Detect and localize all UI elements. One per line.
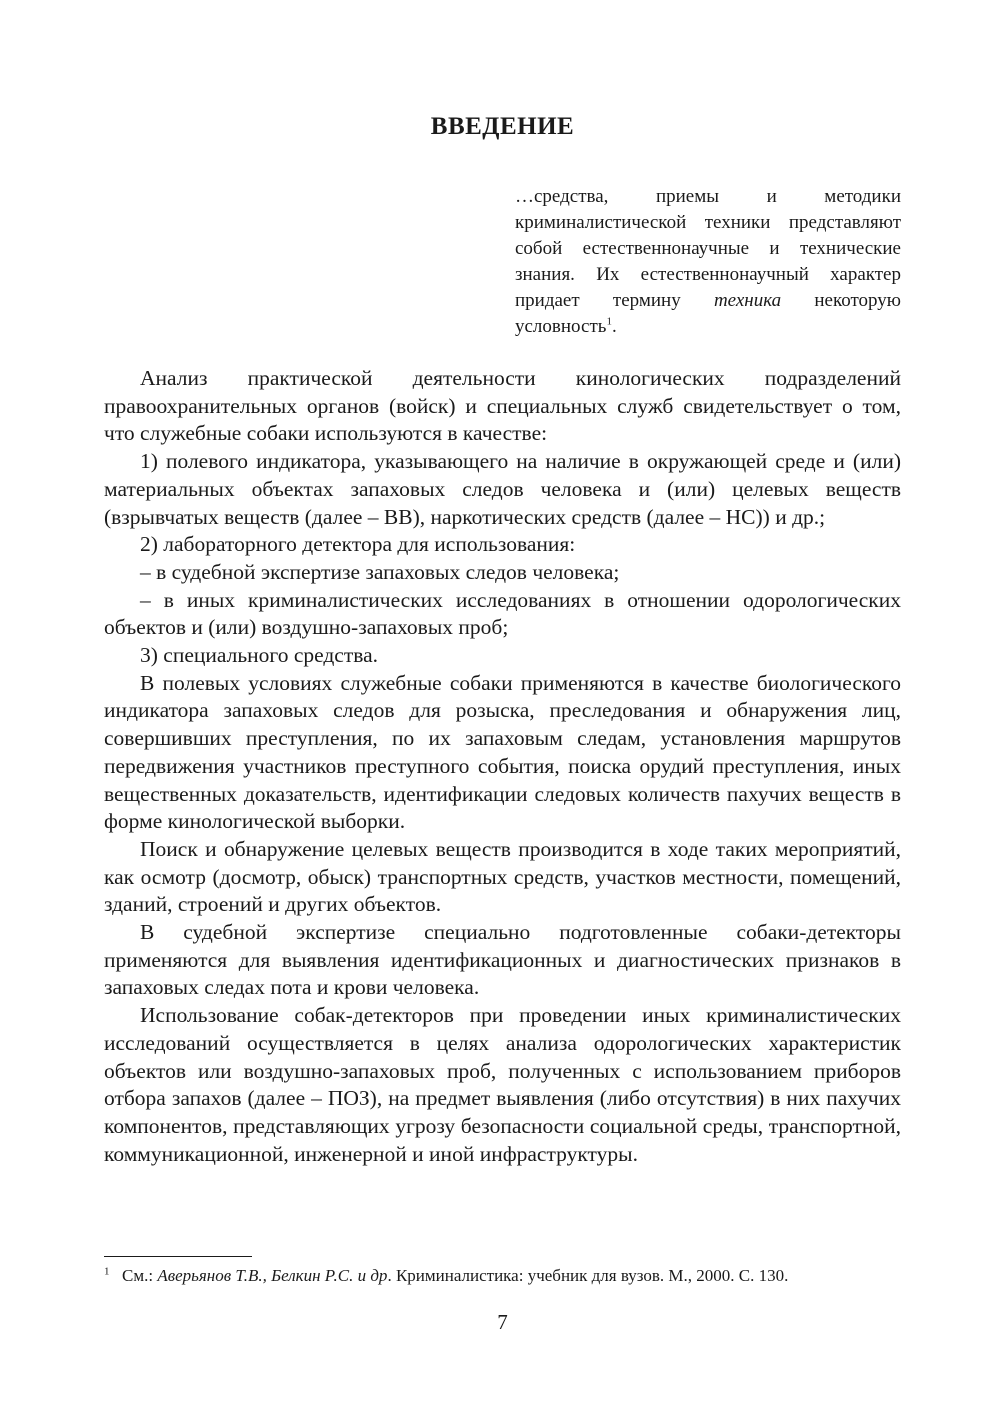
paragraph: Анализ практической деятельности кинологических подразделений правоохранительных органов (войск) и специальных служб свидетельствует о том, что служебные собаки используются в качестве:: [104, 366, 901, 446]
footnote-divider: [104, 1256, 252, 1257]
chapter-title: ВВЕДЕНИЕ: [430, 113, 575, 140]
footnote: [104, 1265, 901, 1287]
epigraph-text: …средства, приемы и методики криминалистической техники представляют собой естественнонаучные и технические знания. Их естественнонаучный характер придает термину: [515, 186, 901, 311]
list-subitem: – в судебной экспертизе запаховых следов человека;: [140, 559, 620, 584]
paragraph: Поиск и обнаружение целевых веществ производится в ходе таких мероприятий, как осмотр (досмотр, обыск) транспортных средств, участков местности, помещений, зданий, строений и других объектов.: [104, 836, 901, 917]
document-page: [104, 0, 901, 1418]
list-item: 1) полевого индикатора, указывающего на наличие в окружающей среде и (или) материальных объектах запаховых следов человека и (или) целевых веществ (взрывчатых веществ (далее – ВВ), наркотических средств (далее – НС)) и др.;: [104, 449, 901, 529]
epigraph-emphasis: техника: [713, 290, 782, 311]
paragraph: Использование собак-детекторов при проведении иных криминалистических исследований осуществляется в целях анализа одорологических характеристик объектов или воздушно-запаховых проб, полученных с использованием приборов отбора запахов (далее – ПОЗ), на предмет выявления (либо отсутствия) в них пахучих компонентов, представляющих угрозу безопасности социальной среды, транспортной, коммуникационной, инженерной и иной инфраструктуры.: [104, 1003, 901, 1166]
footnote-authors: Аверьянов Т.В., Белкин Р.С. и др: [157, 1266, 388, 1285]
footnote-reference[interactable]: 1: [606, 315, 612, 328]
footnote-prefix: См.:: [122, 1266, 158, 1285]
footnote-number: 1: [104, 1265, 110, 1278]
epigraph-text-after: некоторую условность: [515, 290, 901, 337]
list-subitem: – в иных криминалистических исследованиях в отношении одорологических объектов и (или) воздушно-запаховых проб;: [104, 587, 901, 640]
list-item: 3) специального средства.: [140, 643, 379, 668]
footnote-text: . Криминалистика: учебник для вузов. М., 2000. С. 130.: [387, 1266, 789, 1285]
epigraph-end: .: [611, 316, 617, 337]
paragraph: В судебной экспертизе специально подготовленные собаки-детекторы применяются для выявления идентификационных и диагностических признаков в запаховых следах пота и крови человека.: [104, 920, 901, 1000]
footnote-number-mark: [104, 1265, 122, 1287]
epigraph: [515, 184, 901, 340]
page-number: 7: [497, 1310, 508, 1334]
paragraph: В полевых условиях служебные собаки применяются в качестве биологического индикатора запаховых следов для розыска, преследования и обнаружения лиц, совершивших преступления, по их запаховым следам, установления маршрутов передвижения участников преступного события, поиска орудий преступления, иных вещественных доказательств, идентификации следовых количеств пахучих веществ в форме кинологической выборки.: [104, 670, 901, 834]
list-item: 2) лабораторного детектора для использования:: [140, 532, 576, 557]
body-text: [104, 365, 901, 1168]
